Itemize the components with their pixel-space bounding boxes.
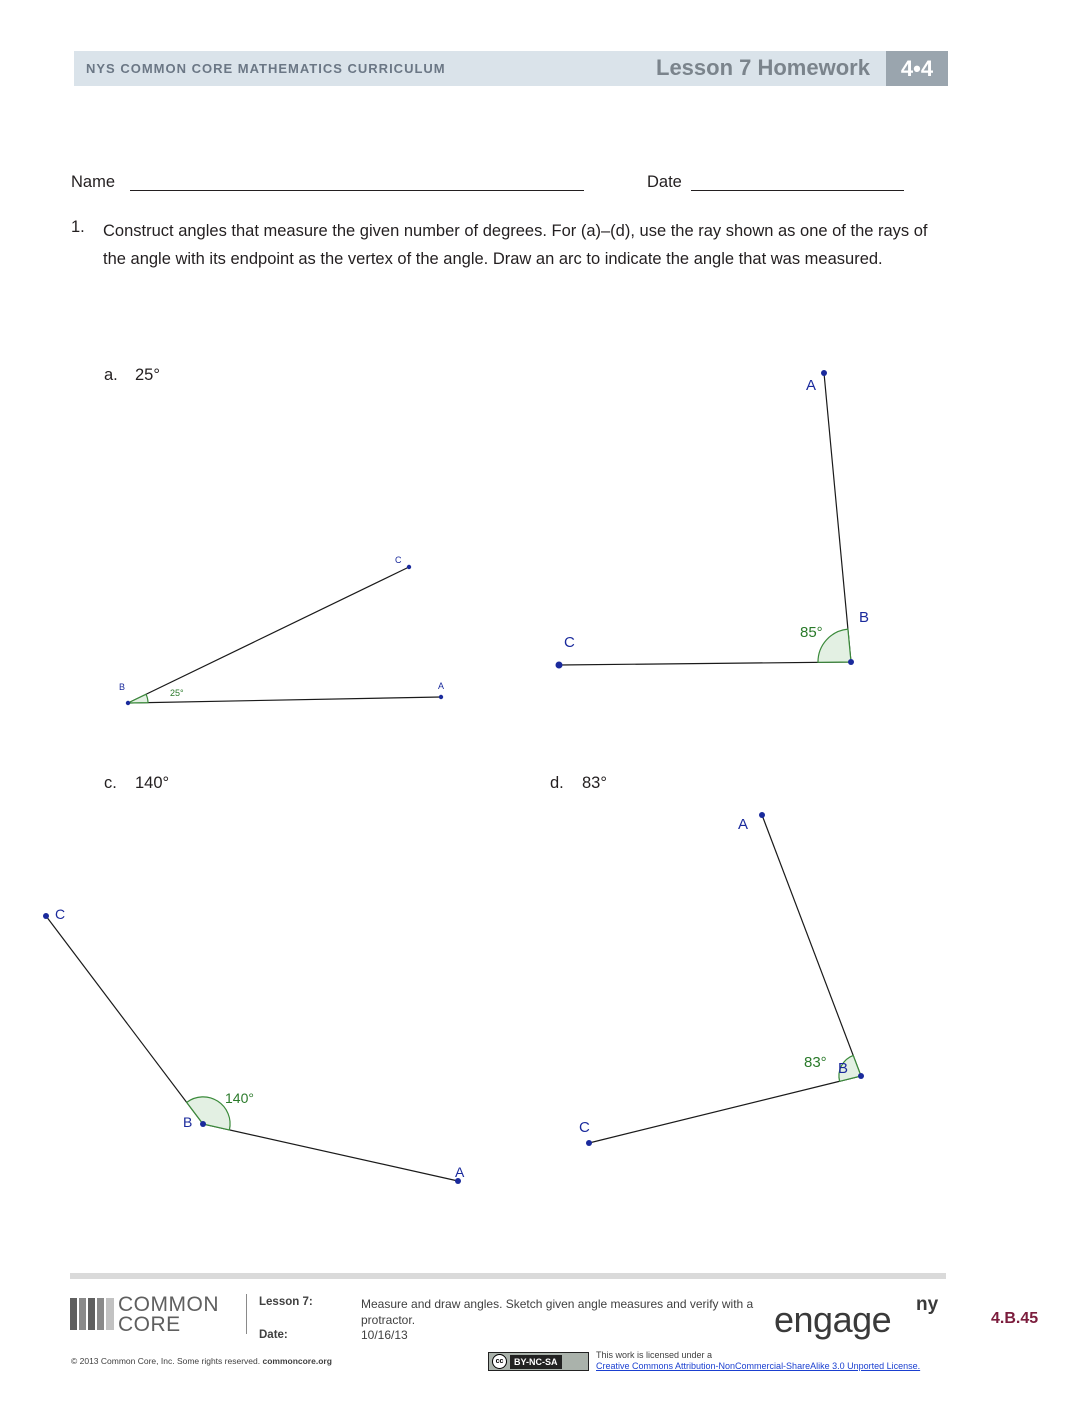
footer-lesson-label: Lesson 7: xyxy=(259,1296,313,1308)
point-b xyxy=(848,659,854,665)
date-label: Date xyxy=(647,173,682,191)
copyright-text: © 2013 Common Core, Inc. Some rights reserved. xyxy=(71,1356,261,1366)
page-code: 4.B.45 xyxy=(991,1310,1039,1327)
engageny-logo-superscript: ny xyxy=(916,1294,939,1315)
figure-d xyxy=(579,812,864,1146)
angle-arc xyxy=(187,1097,230,1130)
part-c-degrees: 140° xyxy=(135,774,170,792)
problem-number: 1. xyxy=(71,218,85,236)
part-d-letter: d. xyxy=(550,774,564,792)
part-a-letter: a. xyxy=(104,366,118,384)
engageny-logo: engage xyxy=(774,1299,892,1340)
license-link[interactable]: Creative Commons Attribution-NonCommercial-ShareAlike 3.0 Unported License. xyxy=(596,1361,921,1371)
label-a: A xyxy=(438,681,445,691)
label-a: A xyxy=(455,1164,465,1180)
name-label: Name xyxy=(71,173,116,191)
part-c-letter: c. xyxy=(104,774,117,792)
figure-c xyxy=(43,906,465,1184)
point-c xyxy=(586,1140,592,1146)
ray-bc xyxy=(46,916,203,1124)
label-a: A xyxy=(806,377,817,394)
license-badge xyxy=(488,1352,589,1371)
ray-ba xyxy=(203,1124,458,1181)
logo-text-core: CORE xyxy=(118,1313,181,1336)
angle-label: 85° xyxy=(800,624,823,641)
license-text: This work is licensed under a xyxy=(596,1350,713,1360)
point-b xyxy=(126,701,130,705)
copyright xyxy=(71,1356,332,1366)
ray-bc xyxy=(128,567,409,703)
grade-module-badge: 4•4 xyxy=(886,51,948,86)
point-c xyxy=(407,565,411,569)
footer-rule xyxy=(70,1273,946,1279)
label-c: C xyxy=(564,634,575,651)
footer-divider xyxy=(246,1294,247,1334)
part-a-degrees: 25° xyxy=(135,366,160,384)
ray-ba xyxy=(824,373,851,662)
problem-text: Construct angles that measure the given number of degrees. For (a)–(d), use the ray shown as one of the rays of the angle with its endpoint as the vertex of the angle. Draw an arc to indicate the angle that was measured. xyxy=(103,222,928,268)
label-b: B xyxy=(859,609,870,626)
point-a xyxy=(439,695,443,699)
footer-date-value: 10/16/13 xyxy=(361,1328,408,1342)
figure-b xyxy=(556,370,870,669)
point-a xyxy=(821,370,827,376)
point-b xyxy=(200,1121,206,1127)
point-c xyxy=(43,913,49,919)
label-c: C xyxy=(395,555,402,565)
angle-label: 25° xyxy=(170,688,184,698)
angle-arc xyxy=(818,629,851,662)
label-b: B xyxy=(183,1114,193,1130)
ray-ba xyxy=(762,815,861,1076)
label-b: B xyxy=(838,1060,849,1077)
point-c xyxy=(556,662,563,669)
point-b xyxy=(858,1073,864,1079)
label-a: A xyxy=(738,816,749,833)
figure-a xyxy=(119,555,444,705)
ray-bc xyxy=(589,1076,861,1143)
label-c: C xyxy=(55,906,66,922)
label-b: B xyxy=(119,682,126,692)
lesson-title: Lesson 7 Homework xyxy=(656,55,870,80)
curriculum-title: NYS COMMON CORE MATHEMATICS CURRICULUM xyxy=(86,61,446,76)
angle-label: 83° xyxy=(804,1054,827,1071)
common-core-logo-icon xyxy=(70,1296,116,1332)
angle-label: 140° xyxy=(225,1090,254,1106)
part-d-degrees: 83° xyxy=(582,774,607,792)
copyright-site: commoncore.org xyxy=(262,1356,332,1366)
creative-commons-icon: cc xyxy=(492,1354,507,1369)
footer-date-label: Date: xyxy=(259,1329,288,1341)
label-c: C xyxy=(579,1119,590,1136)
footer-lesson-description: Measure and draw angles. Sketch given angle measures and verify with a protractor. xyxy=(361,1297,754,1327)
ray-bc xyxy=(559,662,851,665)
point-a xyxy=(759,812,765,818)
angle-arc xyxy=(128,694,148,703)
license-badge-text: BY-NC-SA xyxy=(510,1355,562,1369)
logo-text-common: COMMON xyxy=(118,1293,219,1316)
